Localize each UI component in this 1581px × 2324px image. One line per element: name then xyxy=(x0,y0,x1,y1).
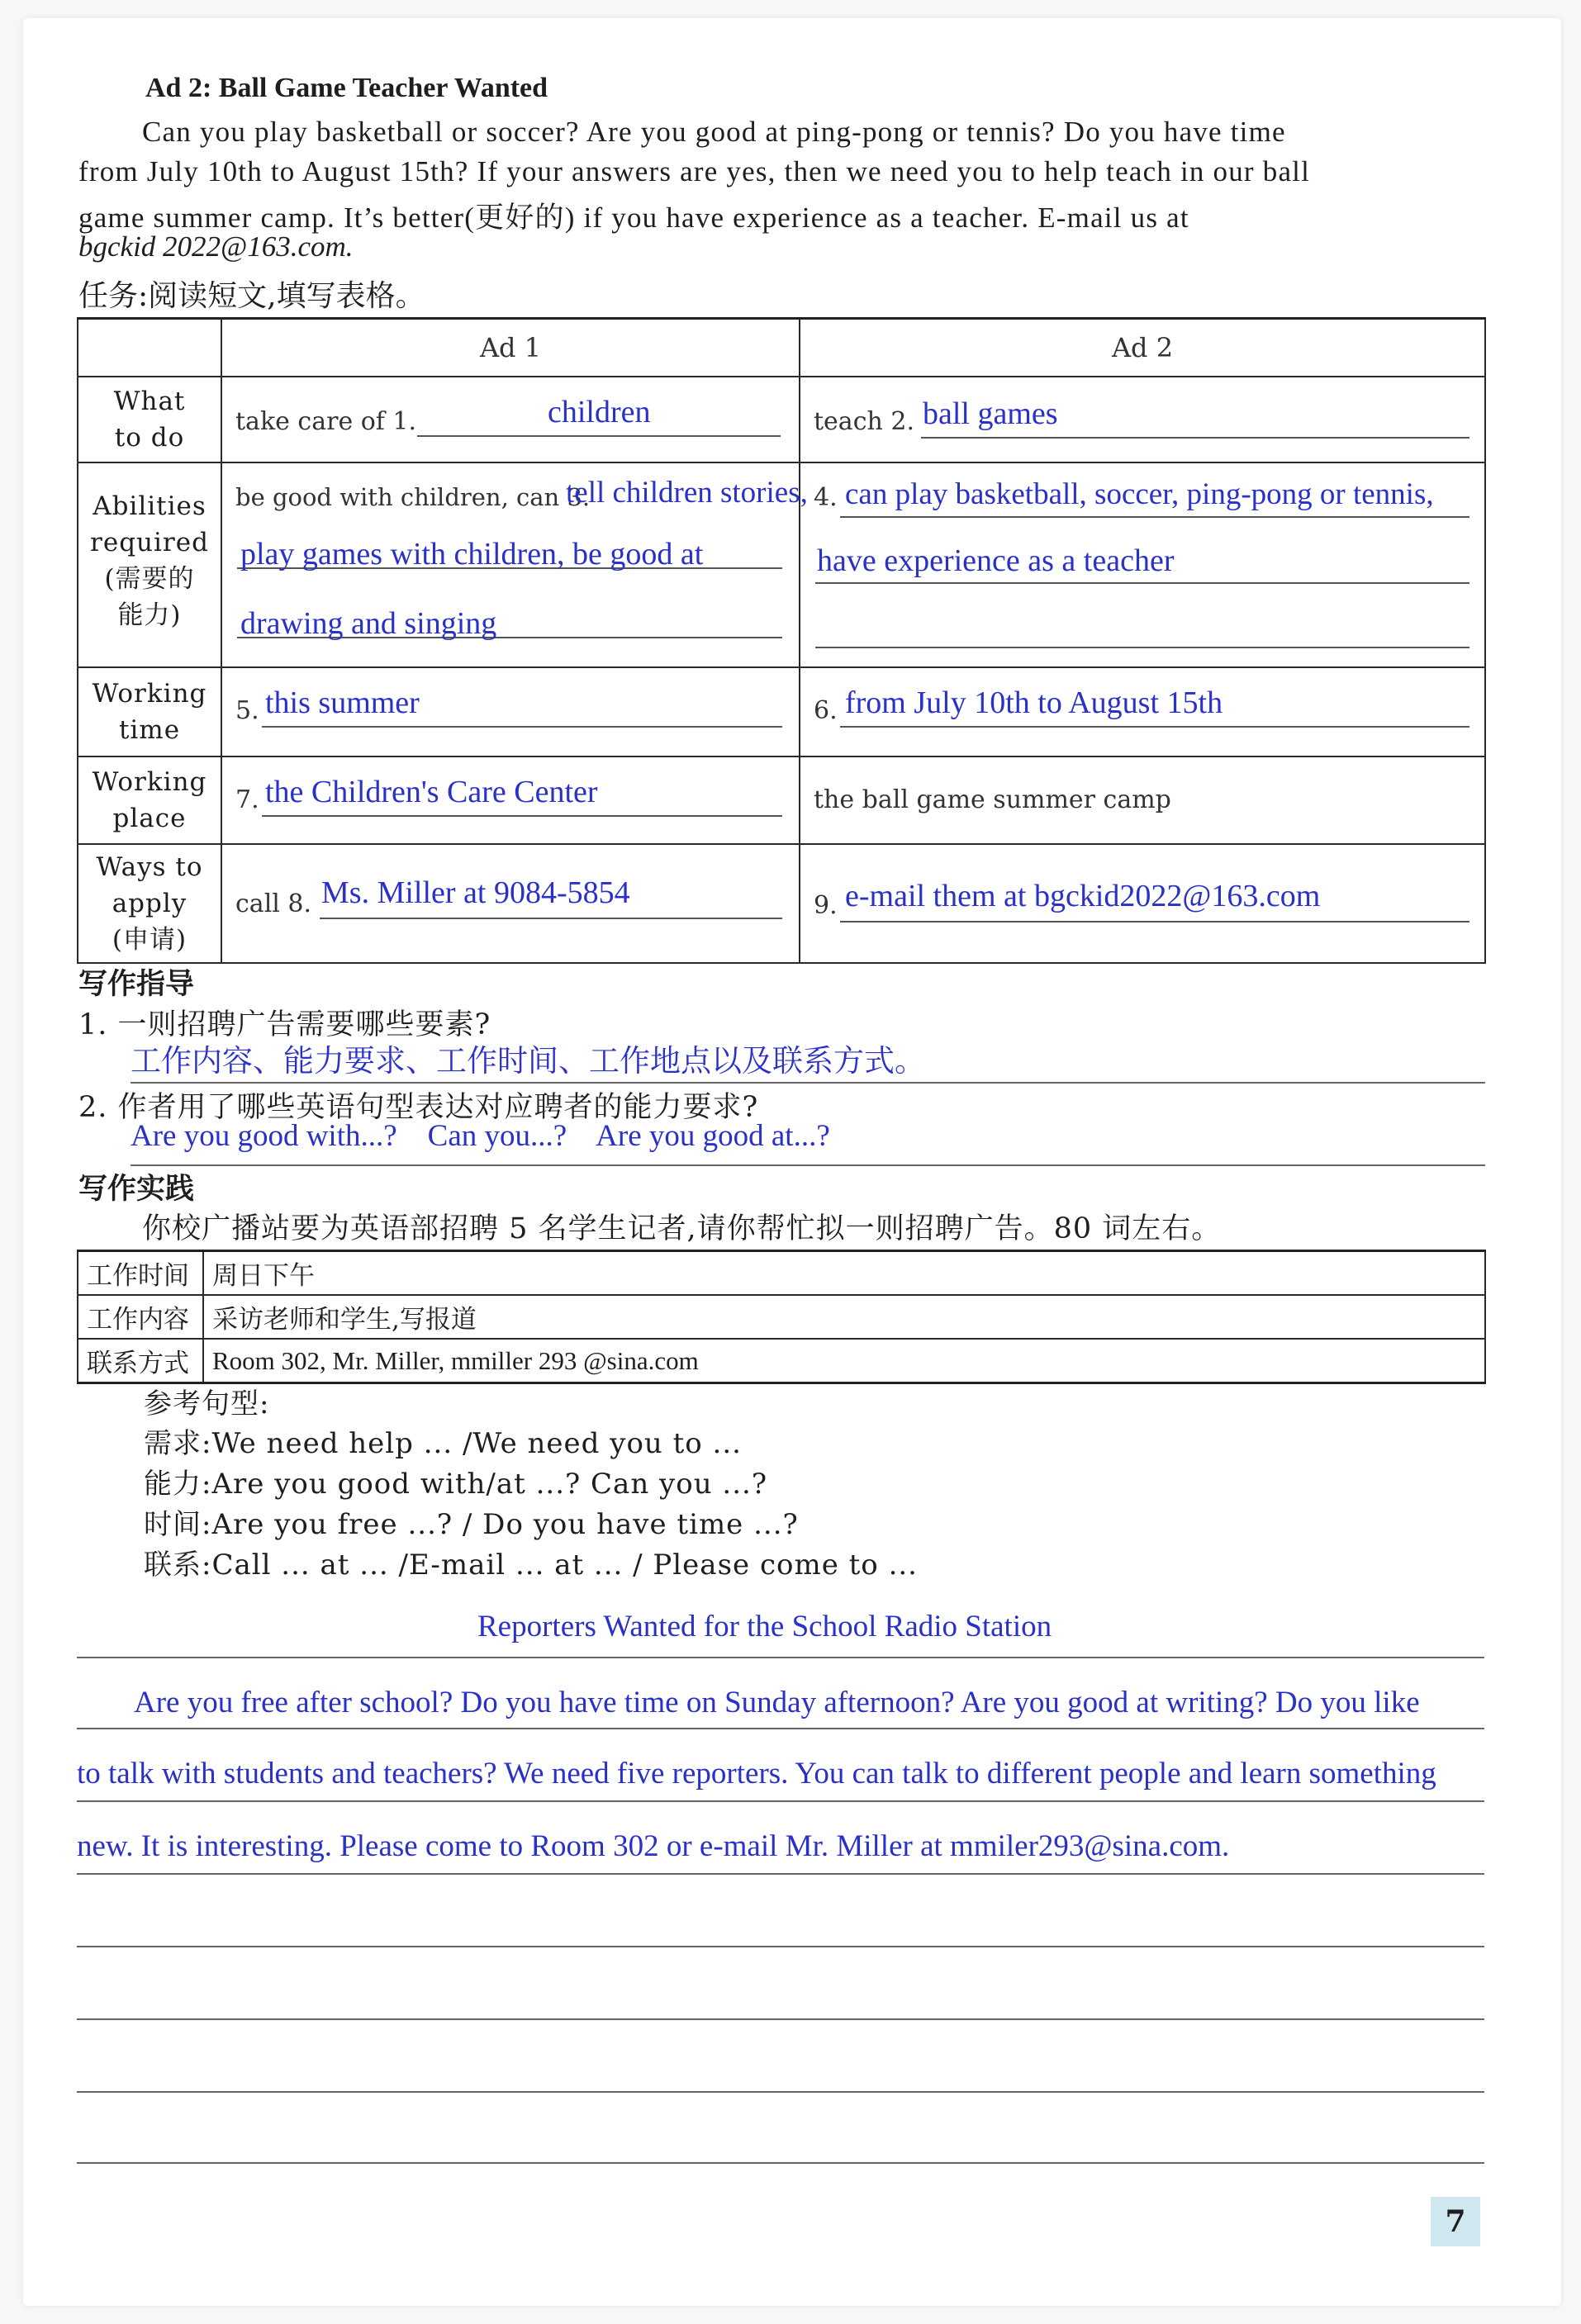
handwritten-answer-4b: have experience as a teacher xyxy=(817,543,1175,578)
cell-ad2-abilities xyxy=(800,462,1485,667)
cell-ad2-place xyxy=(800,756,1485,844)
blank-label-8: call 8. xyxy=(235,889,312,918)
handwritten-answer-3a: tell children stories, xyxy=(566,475,808,510)
blank-label-1: take care of 1. xyxy=(235,406,417,436)
essay-title: Reporters Wanted for the School Radio Station xyxy=(477,1610,1052,1643)
cell-ad2-what xyxy=(800,377,1485,462)
blank-label-5: 5. xyxy=(235,695,259,725)
row-header-place xyxy=(78,756,221,844)
page-number: 7 xyxy=(1431,2197,1480,2246)
handwritten-answer-8: Ms. Miller at 9084-5854 xyxy=(321,875,630,910)
row-header-time xyxy=(78,667,221,756)
row-header-abilities xyxy=(78,462,221,667)
cell-ad2-time xyxy=(800,667,1485,756)
ad2-paragraph-line: game summer camp. It’s better(更好的) if you have experience as a teacher. E-mail us at xyxy=(78,202,1189,234)
guide-answer-1: 工作内容、能力要求、工作时间、工作地点以及联系方式。 xyxy=(131,1045,925,1079)
writing-line[interactable] xyxy=(77,1980,1484,2020)
table-row xyxy=(78,667,1485,756)
info-label: 工作时间 xyxy=(78,1251,203,1296)
blank-label-9: 9. xyxy=(814,890,838,920)
row-header-line: Ways to xyxy=(96,851,203,882)
ad2-title: Ad 2: Ball Game Teacher Wanted xyxy=(145,73,548,103)
row-header-line: apply xyxy=(112,888,188,918)
reference-pattern: 能力:Are you good with/at ...? Can you ...? xyxy=(144,1468,768,1501)
row-header-line: time xyxy=(118,714,181,745)
essay-line: Are you free after school? Do you have time on Sunday afternoon? Are you good at writing? Do you like xyxy=(134,1686,1420,1719)
practice-prompt: 你校广播站要为英语部招聘 5 名学生记者,请你帮忙拟一则招聘广告。80 词左右。 xyxy=(142,1212,1222,1245)
handwritten-answer-5: this summer xyxy=(265,685,420,720)
writing-line[interactable] xyxy=(77,2053,1484,2093)
row-header-line: (申请) xyxy=(112,924,188,955)
table-row xyxy=(78,756,1485,844)
essay-line: new. It is interesting. Please come to Room 302 or e-mail Mr. Miller at mmiler293@sina.com. xyxy=(77,1829,1230,1863)
ad2-paragraph-line: Can you play basketball or soccer? Are you good at ping-pong or tennis? Do you have time xyxy=(142,116,1286,148)
writing-practice-heading: 写作实践 xyxy=(78,1173,195,1206)
essay-line: to talk with students and teachers? We need five reporters. You can talk to different people and learn something xyxy=(77,1757,1436,1790)
cell-ad1-apply xyxy=(221,844,800,963)
task-instruction: 任务:阅读短文,填写表格。 xyxy=(78,279,425,313)
table-row xyxy=(78,1251,1485,1296)
cell-ad1-place xyxy=(221,756,800,844)
row-header-line: to do xyxy=(114,422,185,453)
handwritten-answer-3b: play games with children, be good at xyxy=(240,536,704,572)
row-header-line: Working xyxy=(92,766,207,797)
reference-pattern: 时间:Are you free ...? / Do you have time ...? xyxy=(144,1508,799,1541)
table-corner-cell xyxy=(78,319,221,377)
row-header-line: place xyxy=(112,803,187,833)
row-header-line: Abilities xyxy=(93,491,207,521)
reference-pattern: 联系:Call ... at ... /E-mail ... at ... / Please come to ... xyxy=(144,1549,918,1582)
blank-label-3: be good with children, can 3. xyxy=(235,482,591,511)
cell-ad2-apply xyxy=(800,844,1485,963)
ad2-working-place: the ball game summer camp xyxy=(814,785,1171,814)
row-header-what xyxy=(78,377,221,462)
handwritten-answer-7: the Children's Care Center xyxy=(265,774,598,809)
blank-label-6: 6. xyxy=(814,695,838,725)
column-header-ad1: Ad 1 xyxy=(221,319,800,377)
handwritten-answer-6: from July 10th to August 15th xyxy=(845,685,1223,720)
table-row xyxy=(78,844,1485,963)
writing-guide-heading: 写作指导 xyxy=(78,968,195,1001)
info-value: Room 302, Mr. Miller, mmiller 293 @sina.com xyxy=(203,1339,1485,1383)
job-info-table xyxy=(77,1250,1486,1384)
ad2-paragraph-line: from July 10th to August 15th? If your answers are yes, then we need you to help teach in our ball xyxy=(78,155,1311,187)
blank-label-7: 7. xyxy=(235,785,259,814)
table-header-row xyxy=(78,319,1485,377)
guide-question-2: 2. 作者用了哪些英语句型表达对应聘者的能力要求? xyxy=(78,1091,759,1124)
cell-ad1-what xyxy=(221,377,800,462)
row-header-line: required xyxy=(90,527,209,557)
table-row xyxy=(78,462,1485,667)
writing-line[interactable] xyxy=(77,2124,1484,2164)
blank-label-4: 4. xyxy=(814,482,838,512)
handwritten-answer-2: ball games xyxy=(923,396,1058,431)
column-header-ad2: Ad 2 xyxy=(800,319,1485,377)
table-row xyxy=(78,377,1485,462)
cell-ad1-time xyxy=(221,667,800,756)
blank-label-2: teach 2. xyxy=(814,406,914,436)
ad2-email: bgckid 2022@163.com. xyxy=(78,230,354,263)
handwritten-answer-4a: can play basketball, soccer, ping-pong or tennis, xyxy=(845,477,1434,511)
writing-line[interactable] xyxy=(77,1908,1484,1947)
info-label: 工作内容 xyxy=(78,1295,203,1339)
info-value: 采访老师和学生,写报道 xyxy=(203,1295,1485,1339)
reference-pattern: 需求:We need help ... /We need you to ... xyxy=(144,1427,742,1460)
cell-ad1-abilities xyxy=(221,462,808,667)
ad-comparison-table xyxy=(77,317,1486,964)
row-header-line: (需要的 xyxy=(104,563,195,594)
answer-blank-4c[interactable] xyxy=(815,602,1469,648)
info-value: 周日下午 xyxy=(203,1251,1485,1296)
info-label: 联系方式 xyxy=(78,1339,203,1383)
row-header-line: What xyxy=(113,386,186,416)
row-header-line: 能力) xyxy=(117,600,182,630)
answer-line[interactable] xyxy=(131,1044,1485,1084)
guide-question-1: 1. 一则招聘广告需要哪些要素? xyxy=(78,1008,491,1041)
guide-answer-2: Are you good with...? Can you...? Are you good at...? xyxy=(131,1119,830,1153)
handwritten-answer-3c: drawing and singing xyxy=(240,605,497,641)
row-header-apply xyxy=(78,844,221,963)
table-row xyxy=(78,1295,1485,1339)
row-header-line: Working xyxy=(92,678,207,709)
answer-line[interactable] xyxy=(131,1126,1485,1166)
handwritten-answer-1: children xyxy=(548,394,651,429)
reference-title: 参考句型: xyxy=(144,1387,270,1420)
table-row xyxy=(78,1339,1485,1383)
handwritten-answer-9: e-mail them at bgckid2022@163.com xyxy=(845,878,1321,913)
